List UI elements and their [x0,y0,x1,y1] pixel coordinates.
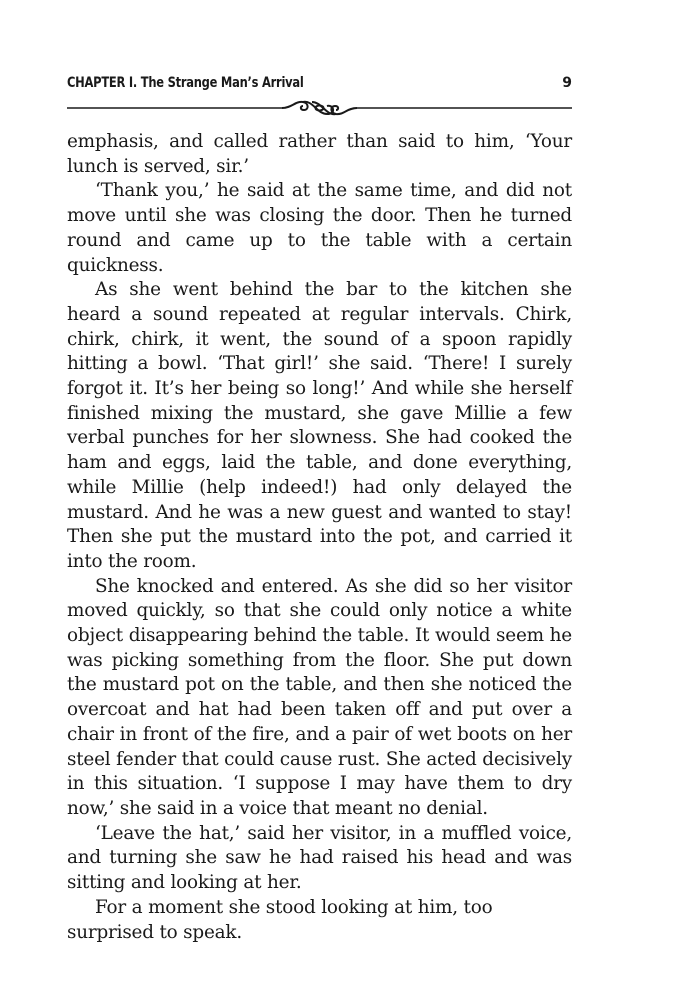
ornamental-rule [67,98,572,118]
paragraph: ‘Leave the hat,’ said her visitor, in a muffled voice, and turning she saw he had raised his head and was sitting and looking at her. [67,822,572,894]
body-text [67,130,572,945]
paragraph: She knocked and entered. As she did so her visitor moved quickly, so that she could only notice a white object disappearing behind the table. It would seem he was picking something from the floor. She put down the mustard pot on the table, and then she noticed the overcoat and hat had been taken off and put over a chair in front of the fire, and a pair of wet boots on her steel fender that could cause rust. She acted decisively in this situation. ‘I suppose I may have them to dry now,’ she said in a voice that meant no denial. [67,575,572,819]
scroll-ornament-icon [282,102,357,114]
paragraph: ‘Thank you,’ he said at the same time, and did not move until she was closing the door. Then he turned round and came up to the table with a certain quickness. [67,180,572,276]
running-head: CHAPTER I. The Strange Man’s Arrival [67,75,304,91]
paragraph: emphasis, and called rather than said to him, ‘Your lunch is served, sir.’ [67,131,572,177]
page-header [67,74,572,96]
paragraph: For a moment she stood looking at him, too surprised to speak. [67,896,493,943]
page-number: 9 [562,75,572,91]
paragraph: As she went behind the bar to the kitchen she heard a sound repeated at regular intervals. Chirk, chirk, chirk, it went, the sound of a spoon rapidly hitting a bowl. ‘That girl!’ she said. ‘There! I surely forgot it. It’s her being so long!’ And while she herself finished mixing the mustard, she gave Millie a few verbal punches for her slowness. She had cooked the ham and eggs, laid the table, and done everything, while Millie (help indeed!) had only delayed the mustard. And he was a new guest and wanted to stay! Then she put the mustard into the pot, and carried it into the room. [67,279,572,572]
